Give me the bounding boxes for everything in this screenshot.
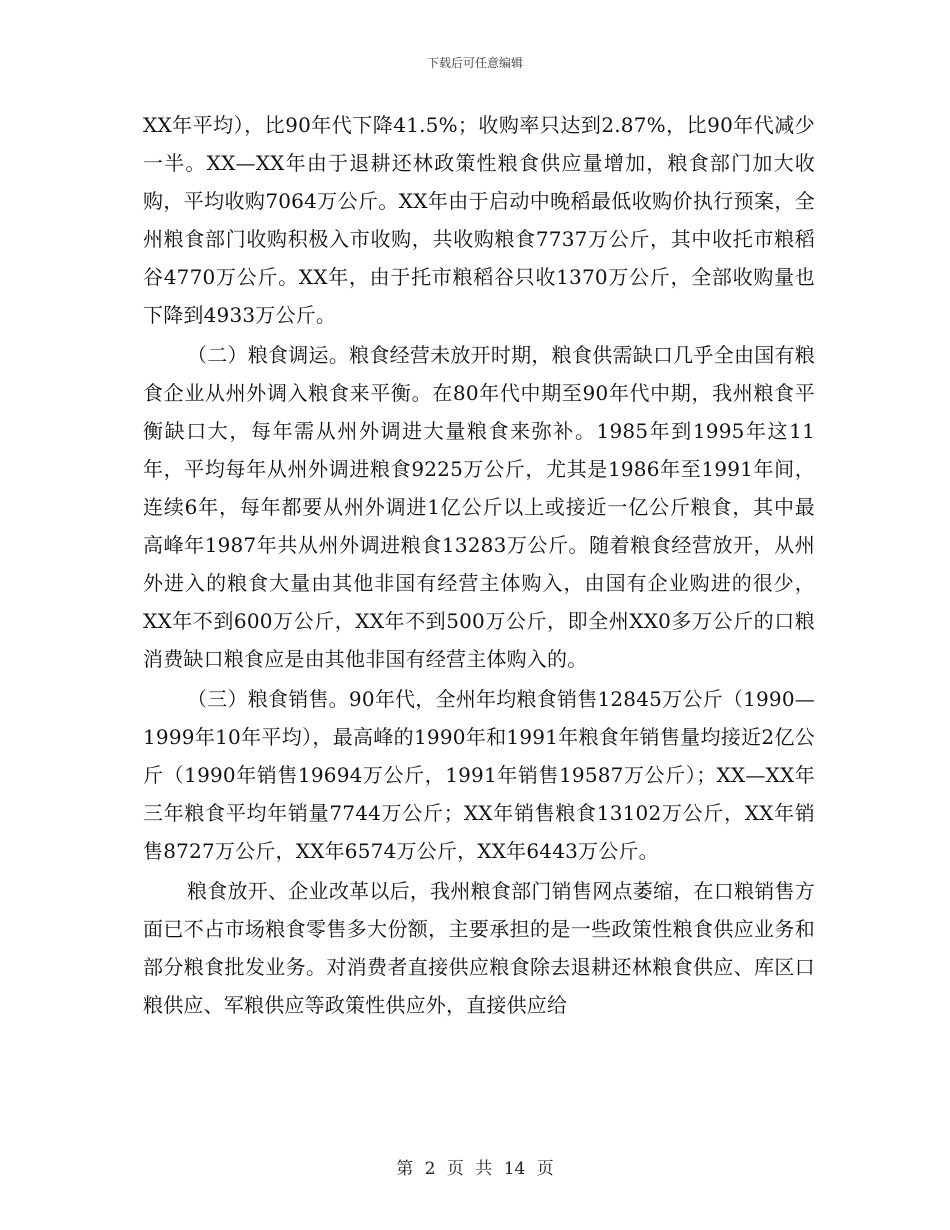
paragraph-4: 粮食放开、企业改革以后，我州粮食部门销售网点萎缩，在口粮销售方面已不占市场粮食零售多大份额，主要承担的是一些政策性粮食供应业务和部分粮食批发业务。对消费者直接供应粮食除去退耕还林粮食供应、库区口粮供应、军粮供应等政策性供应外，直接供应给 xyxy=(143,879,815,1017)
paragraph-3: （三）粮食销售。90年代，全州年均粮食销售12845万公斤（1990—1999年10年平均），最高峰的1990年和1991年粮食年销售量均接近2亿公斤（1990年销售19694万公斤，1991年销售19587万公斤）；XX—XX年三年粮食平均年销量7744万公斤；XX年销售粮食13102万公斤，XX年销售8727万公斤，XX年6574万公斤，XX年6443万公斤。 xyxy=(143,687,815,863)
paragraph-1: XX年平均），比90年代下降41.5%；收购率只达到2.87%，比90年代减少一半。XX—XX年由于退耕还林政策性粮食供应量增加，粮食部门加大收购，平均收购7064万公斤。XX年由于启动中晚稻最低收购价执行预案，全州粮食部门收购积极入市收购，共收购粮食7737万公斤，其中收托市粮稻谷4770万公斤。XX年，由于托市粮稻谷只收1370万公斤，全部收购量也下降到4933万公斤。 xyxy=(143,113,815,327)
document-body xyxy=(143,106,815,1024)
paragraph-2: （二）粮食调运。粮食经营未放开时期，粮食供需缺口几乎全由国有粮食企业从州外调入粮食来平衡。在80年代中期至90年代中期，我州粮食平衡缺口大，每年需从州外调进大量粮食来弥补。1985年到1995年这11年，平均每年从州外调进粮食9225万公斤，尤其是1986年至1991年间，连续6年，每年都要从州外调进1亿公斤以上或接近一亿公斤粮食，其中最高峰年1987年共从州外调进粮食13283万公斤。随着粮食经营放开，从州外进入的粮食大量由其他非国有经营主体购入，由国有企业购进的很少，XX年不到600万公斤，XX年不到500万公斤，即全州XX0多万公斤的口粮消费缺口粮食应是由其他非国有经营主体购入的。 xyxy=(143,343,815,671)
header-note: 下载后可任意编辑 xyxy=(426,56,523,70)
page-footer: 第 2 页 共 14 页 xyxy=(396,1159,554,1179)
